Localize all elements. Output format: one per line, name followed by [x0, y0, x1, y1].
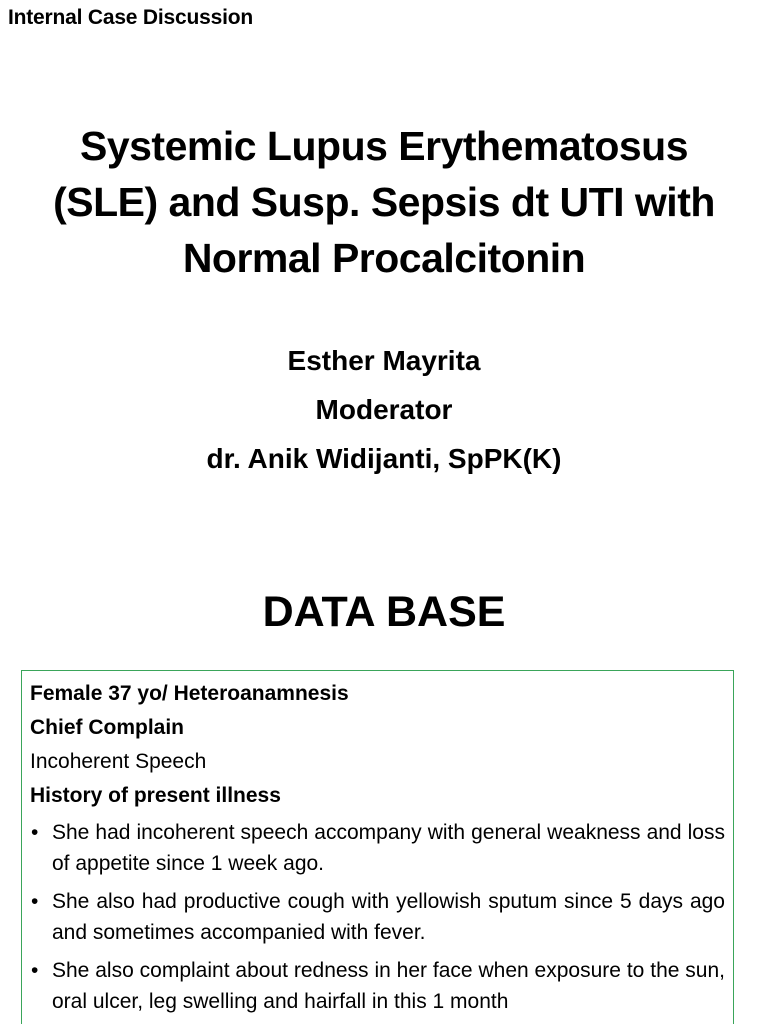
- title-line-1: Systemic Lupus Erythematosus: [79, 123, 689, 169]
- bullet-dot-icon: •: [31, 959, 39, 982]
- slide-title: [0, 118, 768, 286]
- bullet-dot-icon: •: [31, 821, 39, 844]
- history-bullet-list: [30, 817, 725, 1017]
- title-line-3: Normal Procalcitonin: [182, 235, 586, 281]
- section-heading: DATA BASE: [262, 588, 506, 636]
- presenter-name: Esther Mayrita: [287, 345, 481, 376]
- database-box: [21, 670, 734, 1024]
- history-bullet-text: She also had productive cough with yellowish sputum since 5 days ago and sometimes accompanied with fever.: [52, 890, 725, 944]
- presenter-block: [0, 336, 768, 483]
- header-label: Internal Case Discussion: [8, 6, 253, 29]
- moderator-name: dr. Anik Widijanti, SpPK(K): [206, 443, 562, 474]
- history-bullet-item: [30, 886, 725, 948]
- history-bullet-item: [30, 955, 725, 1017]
- history-bullet-text: She had incoherent speech accompany with general weakness and loss of appetite since 1 week ago.: [52, 821, 725, 875]
- moderator-label: Moderator: [315, 394, 453, 425]
- chief-complaint-label: Chief Complain: [30, 716, 185, 739]
- title-line-2: (SLE) and Susp. Sepsis dt UTI with: [53, 179, 715, 225]
- chief-complaint-value: Incoherent Speech: [30, 750, 207, 773]
- history-bullet-text: She also complaint about redness in her face when exposure to the sun, oral ulcer, leg swelling and hairfall in this 1 month: [52, 959, 725, 1013]
- history-bullet-item: [30, 817, 725, 879]
- patient-info: Female 37 yo/ Heteroanamnesis: [30, 682, 349, 705]
- history-label: History of present illness: [30, 784, 281, 807]
- bullet-dot-icon: •: [31, 890, 39, 913]
